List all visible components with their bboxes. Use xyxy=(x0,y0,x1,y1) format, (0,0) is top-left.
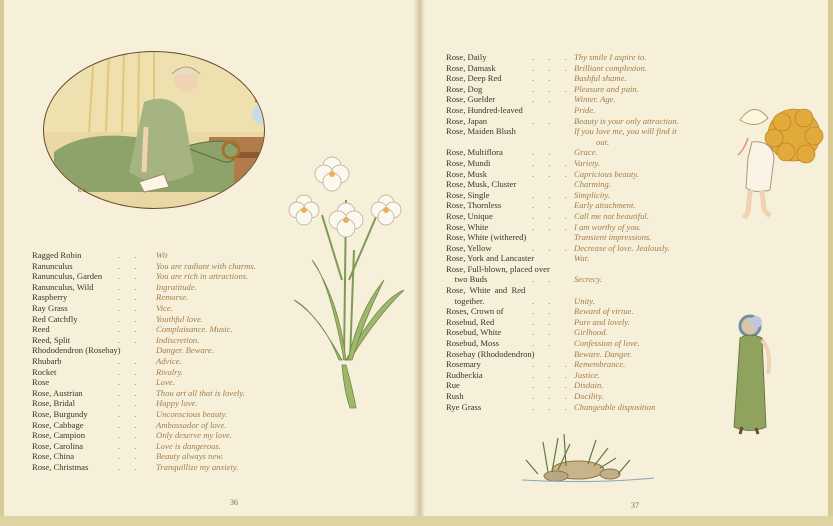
flower-meaning: Pure and lovely. xyxy=(574,316,630,327)
leader-dots: . . xyxy=(118,281,143,292)
leader-dots: . . xyxy=(532,147,557,158)
flower-name: Red Catchfly xyxy=(32,313,78,324)
flower-meaning: Rivalry. xyxy=(156,366,183,377)
flower-name: Rosebud, White xyxy=(446,327,502,338)
flower-name: Rose, Christmas xyxy=(32,461,89,472)
narcissus-flower-icon xyxy=(284,160,414,410)
flower-meaning: Unconscious beauty. xyxy=(156,408,228,419)
leader-dots: . . . xyxy=(532,359,573,370)
leader-dots: . . . xyxy=(532,168,573,179)
flower-name: Reed xyxy=(32,324,50,335)
flower-name: Rue xyxy=(446,380,460,391)
flower-name: Rose, Damask xyxy=(446,62,496,73)
flower-name: Rose, Full-blown, placed over xyxy=(446,263,550,274)
flower-meaning: Transient impressions. xyxy=(574,232,652,243)
flower-name: Rose, Unique xyxy=(446,210,493,221)
flower-name: Rose, Austrian xyxy=(32,387,83,398)
flower-name: Rose, Yellow xyxy=(446,242,492,253)
leader-dots: . . xyxy=(118,260,143,271)
vignette-signature: K.G xyxy=(78,189,87,194)
flower-meaning: Beware. Danger. xyxy=(574,348,632,359)
flower-name: Rose, Maiden Blush xyxy=(446,126,516,137)
leader-dots: . . xyxy=(118,366,143,377)
flower-meaning: Wit xyxy=(156,250,168,260)
flower-name: Rose, White (withered) xyxy=(446,232,527,243)
flower-meaning: Tranquillize my anxiety. xyxy=(156,461,239,472)
leader-dots: . . xyxy=(532,316,557,327)
flower-name: Rose, Cabbage xyxy=(32,419,84,430)
flower-meaning: Youthful love. xyxy=(156,313,203,324)
flower-meaning: Bashful shame. xyxy=(574,73,627,84)
flower-name: Rose, Campion xyxy=(32,430,85,441)
leader-dots: . . . xyxy=(532,62,573,73)
page-number: 36 xyxy=(230,498,238,507)
flower-meaning: Grace. xyxy=(574,147,598,158)
flower-meaning: Beauty is your only attraction. xyxy=(574,115,679,126)
leader-dots: . . . xyxy=(532,210,573,221)
flower-meaning: Winter. Age. xyxy=(574,94,616,105)
leader-dots: . . xyxy=(118,313,143,324)
flower-name: Rocket xyxy=(32,366,57,377)
leader-dots: . . xyxy=(532,115,557,126)
flower-meaning: Indiscretion. xyxy=(156,334,200,345)
flower-name: Reed, Split xyxy=(32,334,71,345)
flower-name: Rose, Musk xyxy=(446,168,488,179)
leader-dots: . . . xyxy=(532,401,573,412)
flower-name: Rose, Guelder xyxy=(446,94,496,105)
leader-dots: . . xyxy=(118,292,143,303)
leader-dots: . . xyxy=(118,430,143,441)
flower-meaning: Remembrance. xyxy=(574,359,626,370)
grass-and-rocks-icon xyxy=(518,430,658,485)
flower-name: Rose, China xyxy=(32,451,75,462)
flower-meaning: Secrecy. xyxy=(574,274,603,285)
leader-dots: . . . xyxy=(532,189,573,200)
flower-meaning: Brilliant complexion. xyxy=(574,62,648,73)
leader-dots: . . xyxy=(532,327,557,338)
flower-name: Rose xyxy=(32,377,50,388)
flower-meaning: Happy love. xyxy=(156,398,198,409)
flower-name: Rose, Mundi xyxy=(446,157,491,168)
flower-name: together. xyxy=(446,295,485,306)
flower-name: Rosemary xyxy=(446,359,481,370)
book-gutter xyxy=(413,0,425,526)
flower-name: two Buds xyxy=(446,274,488,285)
flower-name: Rose, Deep Red xyxy=(446,73,502,84)
leader-dots: . . . xyxy=(532,221,573,232)
flower-name: Rudbeckia xyxy=(446,369,483,380)
leader-dots: . . . xyxy=(532,391,573,401)
flower-name: Rose, Single xyxy=(446,189,490,200)
flower-name: Rosebud, Moss xyxy=(446,338,500,349)
flower-meaning: Love is dangerous. xyxy=(156,440,221,451)
page-bottom-edge xyxy=(0,516,833,526)
flower-name: Ragged Robin xyxy=(32,250,82,260)
flower-meaning: Beauty always new. xyxy=(156,451,224,462)
flower-meaning: Justice. xyxy=(574,369,601,380)
flower-name: Rhubarb xyxy=(32,355,62,366)
flower-name: Rye Grass xyxy=(446,401,482,412)
flower-meaning: Remorse. xyxy=(156,292,189,303)
flower-name: Roses, Crown of xyxy=(446,306,504,317)
flower-meaning: Girlhood. xyxy=(574,327,608,338)
flower-meaning: Simplicity. xyxy=(574,189,611,200)
leader-dots: . . xyxy=(118,419,143,430)
flower-meaning: Advice. xyxy=(156,355,182,366)
leader-dots: . . xyxy=(532,274,557,285)
leader-dots: . . xyxy=(118,440,143,451)
page-number: 37 xyxy=(631,501,639,510)
flower-name: Ranunculus, Garden xyxy=(32,271,103,282)
flower-meaning: Variety. xyxy=(574,157,601,168)
flower-name: Rush xyxy=(446,391,464,401)
flower-meaning: Complaisance. Music. xyxy=(156,324,233,335)
flower-name: Rose, Burgundy xyxy=(32,408,88,419)
leader-dots: . . . xyxy=(532,242,573,253)
flower-meaning: Call me not beautiful. xyxy=(574,210,649,221)
flower-meaning: Reward of virtue. xyxy=(574,306,634,317)
flower-meaning: Ambassador of love. xyxy=(156,419,227,430)
leader-dots: . . xyxy=(118,451,143,462)
leader-dots: . . xyxy=(532,200,557,211)
flower-meaning: Unity. xyxy=(574,295,595,306)
flower-name: Rose, Multiflora xyxy=(446,147,503,158)
flower-meaning: Disdain. xyxy=(574,380,604,391)
flower-name: Rose, Bridal xyxy=(32,398,75,409)
flower-meaning: Pride. xyxy=(574,104,596,115)
flower-meaning: War. xyxy=(574,253,590,264)
flower-name: Rose, White xyxy=(446,221,489,232)
flower-meaning: Confession of love. xyxy=(574,338,640,349)
flower-meaning: You are radiant with charms. xyxy=(156,260,256,271)
leader-dots: . . . xyxy=(532,380,573,391)
leader-dots: . . . xyxy=(532,157,573,168)
flower-name: Rose, Japan xyxy=(446,115,488,126)
flower-meaning: Only deserve my love. xyxy=(156,430,232,441)
flower-meaning: You are rich in attractions. xyxy=(156,271,249,282)
leader-dots: . . xyxy=(118,387,143,398)
woman-on-sofa-vignette-icon xyxy=(34,42,274,222)
flower-name: Rosebay (Rhododendron) xyxy=(446,348,535,359)
flower-meaning: Charming. xyxy=(574,179,612,190)
right-page xyxy=(421,0,833,526)
child-with-flower-basket-icon xyxy=(734,100,824,225)
flower-name: Rose, York and Lancaster xyxy=(446,253,535,264)
flower-meaning: Danger. Beware. xyxy=(156,345,214,356)
flower-name: Rosebud, Red xyxy=(446,316,495,327)
flower-name: Rose, Daily xyxy=(446,52,487,62)
flower-meaning: Love. xyxy=(156,377,175,388)
flower-meaning: Changeable disposition xyxy=(574,401,656,412)
leader-dots: . . xyxy=(118,271,143,282)
flower-meaning: If you love me, you will find it xyxy=(574,126,677,137)
flower-meaning: Thy smile I aspire to. xyxy=(574,52,647,62)
flower-name: Rose, Musk, Cluster xyxy=(446,179,517,190)
leader-dots: . . . xyxy=(532,83,573,94)
leader-dots: . . xyxy=(118,302,143,313)
flower-name: Rose, Hundred-leaved xyxy=(446,104,523,115)
leader-dots: . . xyxy=(532,306,557,317)
flower-meaning: Pleasure and pain. xyxy=(574,83,639,94)
girl-in-green-dress-icon xyxy=(726,312,776,437)
flower-name: Rose, Dog xyxy=(446,83,483,94)
leader-dots: . . xyxy=(118,355,143,366)
leader-dots: . . xyxy=(118,377,143,388)
flower-name: Ranunculus xyxy=(32,260,73,271)
flower-name: Ranunculus, Wild xyxy=(32,281,94,292)
leader-dots: . . xyxy=(118,334,143,345)
leader-dots: . . xyxy=(532,94,557,105)
leader-dots: . . xyxy=(118,461,143,472)
flower-name: Ray Grass xyxy=(32,302,68,313)
flower-name: Rose, White and Red xyxy=(446,285,526,296)
leader-dots: . . xyxy=(118,324,143,335)
leader-dots: . . xyxy=(118,398,143,409)
flower-name: Rhododendron (Rosebay) xyxy=(32,345,121,356)
leader-dots: . . xyxy=(532,73,557,84)
flower-meaning: Ingratitude. xyxy=(156,281,197,292)
leader-dots: . . xyxy=(532,338,557,349)
leader-dots: . . xyxy=(532,295,557,306)
leader-dots: . . . xyxy=(532,369,573,380)
leader-dots: . . . xyxy=(532,52,573,62)
flower-meaning: Thou art all that is lovely. xyxy=(156,387,245,398)
flower-meaning: Docility. xyxy=(574,391,604,401)
leader-dots: . . xyxy=(118,408,143,419)
flower-name: Rose, Thornless xyxy=(446,200,502,211)
leader-dots: . . xyxy=(118,250,143,260)
flower-meaning: Vice. xyxy=(156,302,173,313)
flower-meaning: out. xyxy=(596,136,610,147)
flower-meaning: I am worthy of you. xyxy=(574,221,642,232)
flower-name: Rose, Carolina xyxy=(32,440,84,451)
flower-meaning: Decrease of love. Jealously. xyxy=(574,242,670,253)
flower-meaning: Capricious beauty. xyxy=(574,168,639,179)
flower-name: Raspberry xyxy=(32,292,68,303)
flower-meaning: Early attachment. xyxy=(574,200,636,211)
